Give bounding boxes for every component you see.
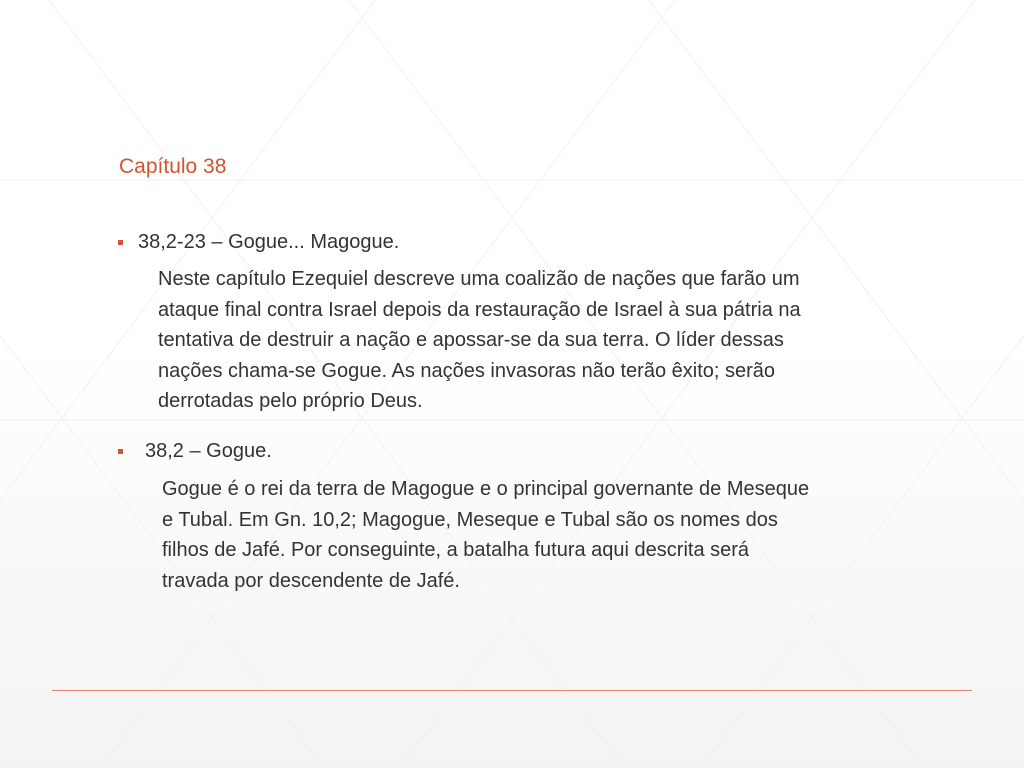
body-line: Neste capítulo Ezequiel descreve uma coalizão de nações que farão um [158, 268, 800, 290]
bullet-body [162, 474, 809, 596]
body-line: travada por descendente de Jafé. [162, 569, 460, 592]
bullet-heading: 38,2 – Gogue. [145, 440, 272, 462]
body-line: tentativa de destruir a nação e apossar-se da sua terra. O líder dessas [158, 329, 784, 351]
body-line: Gogue é o rei da terra de Magogue e o principal governante de Meseque [162, 478, 810, 500]
body-line: derrotadas pelo próprio Deus. [158, 390, 423, 412]
bullet-heading: 38,2-23 – Gogue... Magogue. [138, 231, 400, 253]
footer-divider [52, 690, 972, 691]
body-line: e Tubal. Em Gn. 10,2; Magogue, Meseque e Tubal são os nomes dos [162, 508, 778, 531]
bullet-body [158, 264, 801, 417]
body-line: ataque final contra Israel depois da restauração de Israel à sua pátria na [158, 298, 801, 321]
bullet-marker-square [118, 449, 123, 454]
bullet-marker-square [118, 240, 123, 245]
body-line: filhos de Jafé. Por conseguinte, a batalha futura aqui descrita será [162, 539, 750, 561]
slide-title: Capítulo 38 [119, 155, 227, 178]
body-line: nações chama-se Gogue. As nações invasoras não terão êxito; serão [158, 359, 776, 382]
